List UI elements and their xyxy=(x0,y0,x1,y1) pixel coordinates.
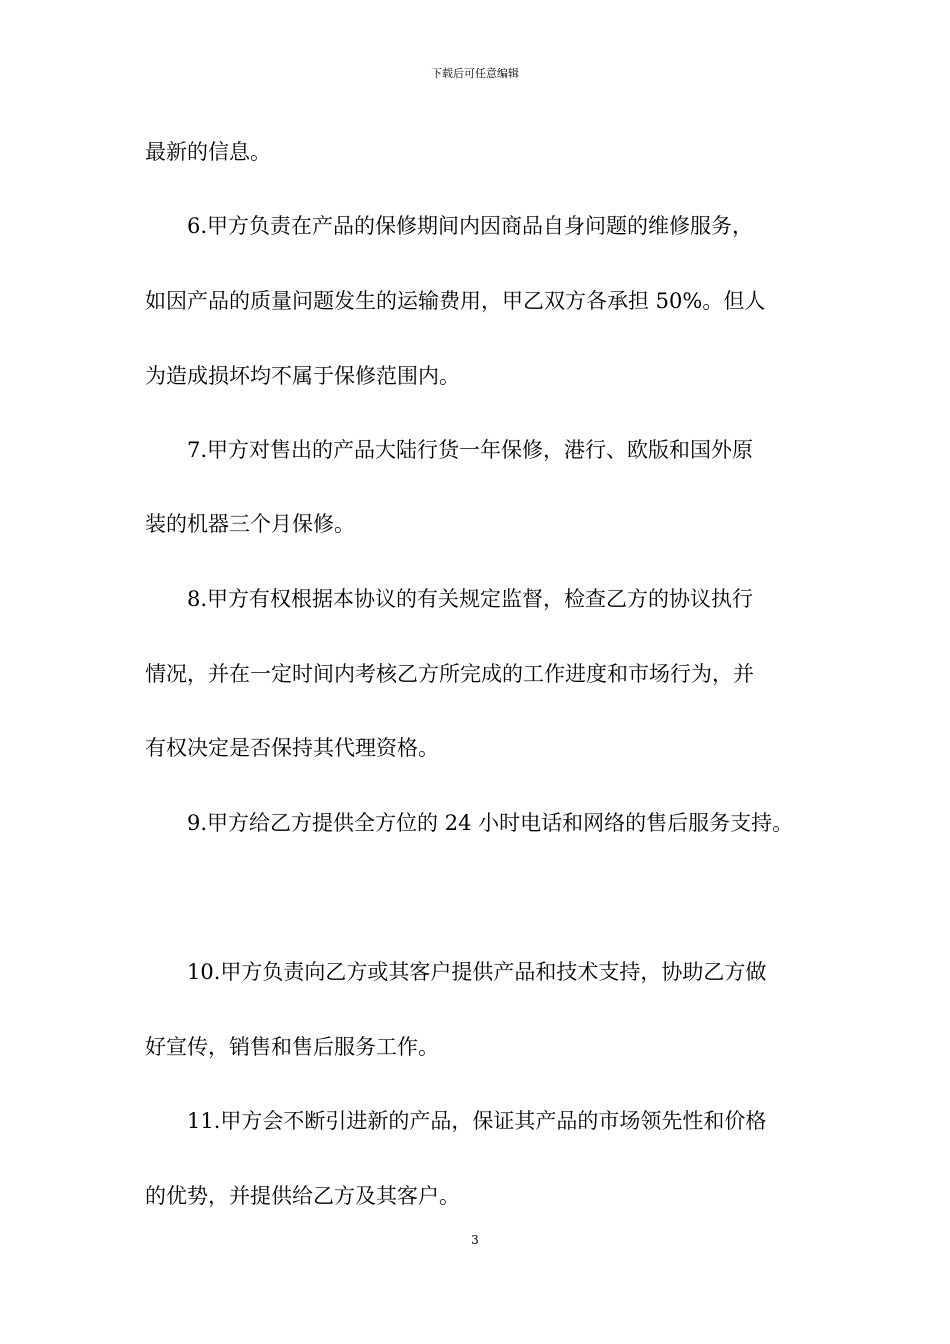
page-number: 3 xyxy=(471,1233,479,1247)
paragraph-line: 6.甲方负责在产品的保修期间内因商品自身问题的维修服务， xyxy=(187,214,754,238)
paragraph-line: 10.甲方负责向乙方或其客户提供产品和技术支持，协助乙方做 xyxy=(187,960,767,984)
page-header: 下载后可任意编辑 xyxy=(431,67,519,80)
paragraph-line: 8.甲方有权根据本协议的有关规定监督，检查乙方的协议执行 xyxy=(187,587,754,611)
paragraph-line: 为造成损坏均不属于保修范围内。 xyxy=(145,364,460,388)
paragraph-line: 的优势，并提供给乙方及其客户。 xyxy=(145,1184,460,1208)
paragraph-line: 有权决定是否保持其代理资格。 xyxy=(145,736,439,760)
paragraph-line: 7.甲方对售出的产品大陆行货一年保修，港行、欧版和国外原 xyxy=(187,438,754,462)
paragraph-line: 好宣传，销售和售后服务工作。 xyxy=(145,1035,439,1059)
paragraph-line: 情况，并在一定时间内考核乙方所完成的工作进度和市场行为，并 xyxy=(145,662,754,686)
paragraph-line: 装的机器三个月保修。 xyxy=(145,512,355,536)
paragraph-line: 如因产品的质量问题发生的运输费用，甲乙双方各承担 50%。但人 xyxy=(145,289,766,313)
paragraph-line: 9.甲方给乙方提供全方位的 24 小时电话和网络的售后服务支持。 xyxy=(187,811,794,835)
paragraph-line: 11.甲方会不断引进新的产品，保证其产品的市场领先性和价格 xyxy=(187,1109,767,1133)
paragraph-line: 最新的信息。 xyxy=(145,140,271,164)
